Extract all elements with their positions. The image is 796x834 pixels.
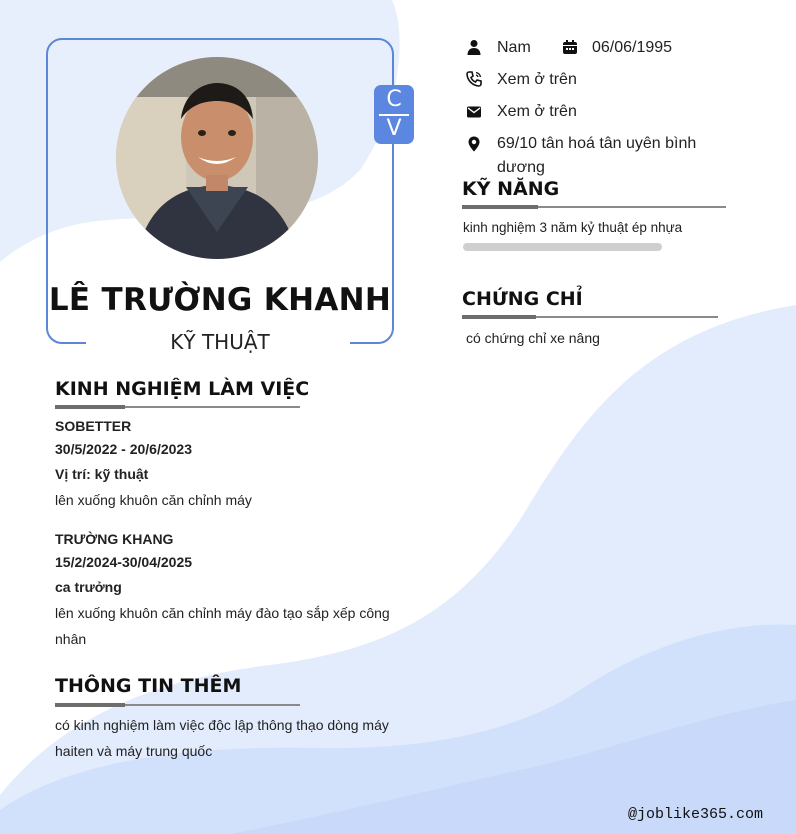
additional-info-heading: THÔNG TIN THÊM — [55, 675, 242, 697]
job-2-description-line-2: nhân — [55, 631, 87, 647]
certificates-heading-accent — [462, 315, 536, 319]
cv-badge-letter-c: C — [386, 87, 402, 112]
certificates-heading: CHỨNG CHỈ — [462, 288, 583, 310]
phone-value: Xem ở trên — [497, 71, 577, 88]
skills-heading-accent — [462, 205, 538, 209]
cv-badge — [374, 85, 414, 144]
additional-info-heading-accent — [55, 703, 125, 707]
phone-icon — [466, 71, 482, 87]
skill-item-label: kinh nghiệm 3 năm kỷ thuật ép nhựa — [463, 220, 683, 235]
job-1-period: 30/5/2022 - 20/6/2023 — [55, 441, 193, 457]
avatar — [116, 57, 318, 259]
job-1-position: Vị trí: kỹ thuật — [55, 466, 149, 482]
job-1-company: SOBETTER — [55, 418, 132, 434]
footer-watermark[interactable]: @joblike365.com — [628, 806, 764, 823]
job-1-description: lên xuống khuôn căn chỉnh máy — [55, 492, 252, 508]
experience-heading: KINH NGHIỆM LÀM VIỆC — [55, 378, 310, 400]
address-line-1: 69/10 tân hoá tân uyên bình — [497, 135, 697, 152]
additional-info-line-1: có kinh nghiệm làm việc độc lập thông thạo dòng máy — [55, 717, 389, 733]
job-2-position: ca trưởng — [55, 579, 122, 595]
person-icon — [466, 39, 482, 55]
job-2-period: 15/2/2024-30/04/2025 — [55, 554, 193, 570]
job-2-company: TRƯỜNG KHANG — [55, 531, 174, 547]
address-line-2: dương — [497, 159, 545, 176]
gender-value: Nam — [497, 39, 531, 56]
avatar-photo — [116, 57, 318, 259]
job-2-description-line-1: lên xuống khuôn căn chỉnh máy đào tạo sắp xếp công — [55, 605, 390, 621]
certificates-text: có chứng chỉ xe nâng — [466, 330, 600, 346]
candidate-job-title: KỸ THUẬT — [170, 330, 270, 354]
candidate-name: LÊ TRƯỜNG KHANH — [48, 282, 392, 318]
birthday-value: 06/06/1995 — [592, 39, 673, 56]
experience-heading-accent — [55, 405, 125, 409]
skill-level-bar — [463, 243, 662, 251]
skills-heading: KỸ NĂNG — [462, 178, 560, 200]
cv-badge-letter-v: V — [386, 116, 402, 141]
email-value: Xem ở trên — [497, 103, 577, 120]
calendar-icon — [562, 39, 578, 55]
mail-icon — [466, 104, 482, 120]
location-pin-icon — [466, 136, 482, 152]
additional-info-line-2: haiten và máy trung quốc — [55, 743, 213, 759]
